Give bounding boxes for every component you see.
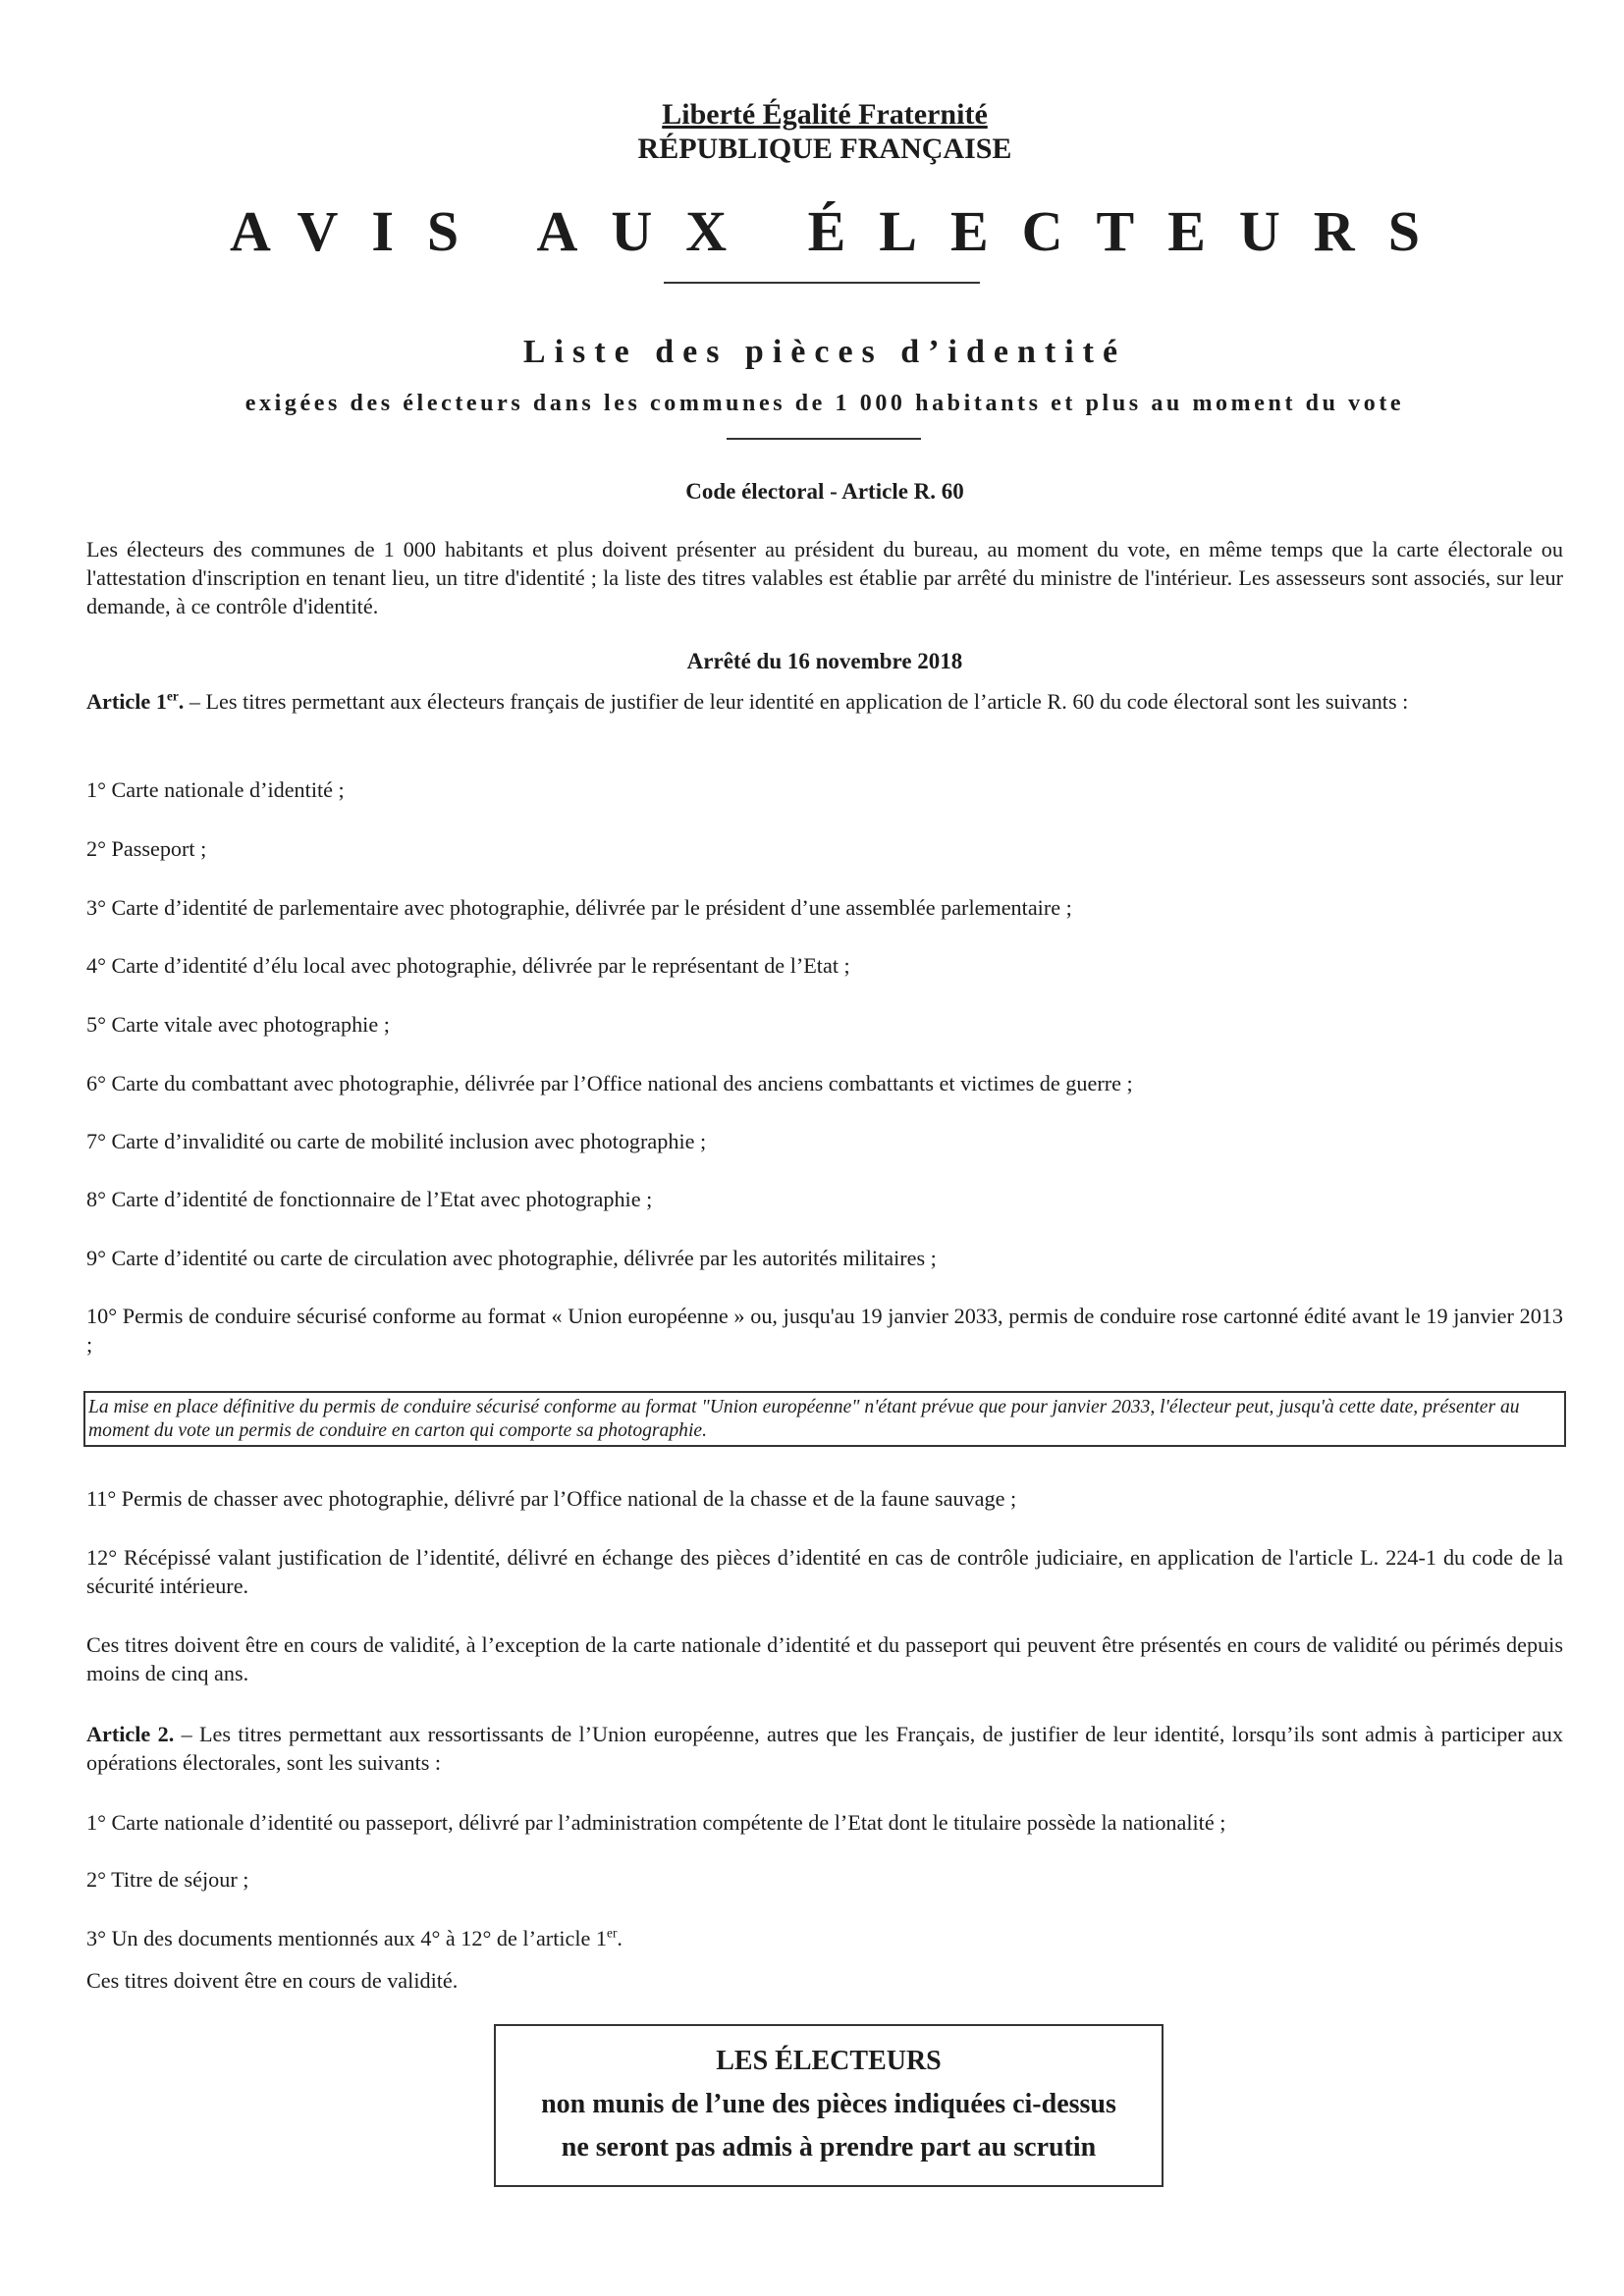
article2-label: Article 2. (86, 1722, 175, 1746)
driving-licence-note: La mise en place définitive du permis de conduire sécurisé conforme au format "Union européenne" n'étant prévue que pour janvier 2033, l'électeur peut, jusqu'à cette date, présenter au moment du vote un permis de conduire en carton qui comporte sa photographie. (83, 1391, 1566, 1447)
article1-item: 12° Récépissé valant justification de l’identité, délivré en échange des pièces d’identité en cas de contrôle judiciaire, en application de l'article L. 224-1 du code de la sécurité intérieure. (86, 1545, 1563, 1598)
article1-item: 2° Passeport ; (86, 836, 207, 861)
article2-item: 3° Un des documents mentionnés aux 4° à 12° de l’article 1er. (86, 1925, 623, 1950)
republic-name: RÉPUBLIQUE FRANÇAISE (637, 133, 1012, 165)
article1-item: 1° Carte nationale d’identité ; (86, 777, 345, 802)
motto: Liberté Égalité Fraternité (662, 98, 988, 131)
main-title: AVIS AUX ÉLECTEURS (230, 199, 1453, 263)
article1-item: 11° Permis de chasser avec photographie, délivré par l’Office national de la chasse et de la faune sauvage ; (86, 1486, 1017, 1511)
article1-intro: Article 1er. – Les titres permettant aux électeurs français de justifier de leur identité en application de l’article R. 60 du code électoral sont les suivants : (86, 688, 1409, 714)
article2-item: 1° Carte nationale d’identité ou passeport, délivré par l’administration compétente de l’Etat dont le titulaire possède la nationalité ; (86, 1810, 1226, 1835)
subtitle: Liste des pièces d’identité (522, 334, 1127, 370)
warning-box (494, 2024, 1164, 2187)
subtitle-divider (727, 438, 921, 440)
article1-item: 10° Permis de conduire sécurisé conforme au format « Union européenne » ou, jusqu'au 19 janvier 2033, permis de conduire rose cartonné édité avant le 19 janvier 2013 ; (86, 1304, 1563, 1357)
code-heading: Code électoral - Article R. 60 (685, 479, 964, 504)
article2-intro: Article 2. – Les titres permettant aux ressortissants de l’Union européenne, autres que les Français, de justifier de leur identité, lorsqu’ils sont admis à participer aux opérations électorales, sont les suivants : (86, 1722, 1563, 1775)
subtitle-detail: exigées des électeurs dans les communes de 1 000 habitants et plus au moment du vote (244, 391, 1405, 416)
warning-line: non munis de l’une des pièces indiquées ci-dessus (541, 2089, 1116, 2119)
article1-item: 9° Carte d’identité ou carte de circulation avec photographie, délivrée par les autorités militaires ; (86, 1246, 937, 1270)
title-divider (664, 282, 980, 284)
code-text: Les électeurs des communes de 1 000 habitants et plus doivent présenter au président du bureau, au moment du vote, en même temps que la carte électorale ou l'attestation d'inscription en tenant lieu, un titre d'identité ; la liste des titres valables est établie par arrêté du ministre de l'intérieur. Les assesseurs sont associés, sur leur demande, à ce contrôle d'identité. (86, 537, 1563, 618)
article1-item: 4° Carte d’identité d’élu local avec photographie, délivrée par le représentant de l’Etat ; (86, 953, 850, 978)
article1-item: 8° Carte d’identité de fonctionnaire de l’Etat avec photographie ; (86, 1187, 653, 1211)
article1-item: 5° Carte vitale avec photographie ; (86, 1012, 390, 1037)
article1-item: 3° Carte d’identité de parlementaire avec photographie, délivrée par le président d’une assemblée parlementaire ; (86, 895, 1072, 920)
warning-line: LES ÉLECTEURS (716, 2046, 942, 2076)
article2-validity: Ces titres doivent être en cours de validité. (86, 1968, 459, 1993)
arrete-heading: Arrêté du 16 novembre 2018 (686, 649, 963, 673)
article1-validity: Ces titres doivent être en cours de validité, à l’exception de la carte nationale d’identité et du passeport qui peuvent être présentés en cours de validité ou périmés depuis moins de cinq ans. (86, 1632, 1563, 1685)
article2-item: 2° Titre de séjour ; (86, 1867, 249, 1892)
warning-line: ne seront pas admis à prendre part au scrutin (561, 2132, 1097, 2163)
document-page (86, 0, 1563, 2296)
article1-label: Article 1er. (86, 688, 185, 714)
article1-item: 6° Carte du combattant avec photographie, délivrée par l’Office national des anciens combattants et victimes de guerre ; (86, 1071, 1133, 1095)
article1-item: 7° Carte d’invalidité ou carte de mobilité inclusion avec photographie ; (86, 1129, 707, 1153)
